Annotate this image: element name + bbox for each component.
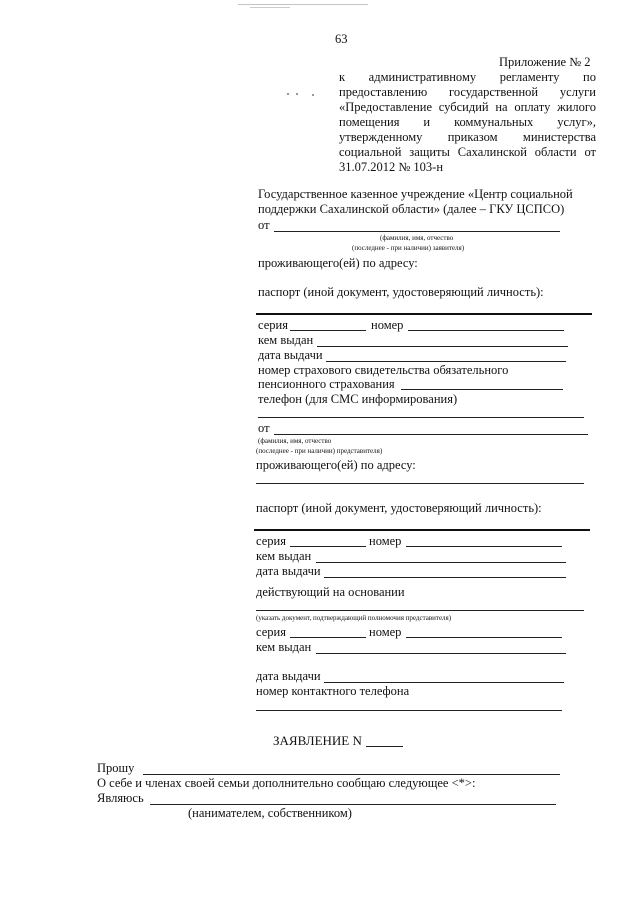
representative-residing-label: проживающего(ей) по адресу: [256, 458, 416, 472]
representative-issue-date2-field[interactable] [324, 682, 564, 683]
appendix-line: помещения и коммунальных услуг», [339, 115, 596, 129]
applicant-number-field[interactable] [408, 330, 564, 331]
representative-series2-field[interactable] [290, 637, 366, 638]
addressee-line: Государственное казенное учреждение «Центр социальной [258, 187, 573, 201]
representative-number2-label: номер [369, 625, 402, 639]
representative-issue-date-field[interactable] [324, 577, 566, 578]
representative-issued-by2-label: кем выдан [256, 640, 312, 654]
representative-series-label: серия [256, 534, 286, 548]
statement-request-label: Прошу [97, 761, 135, 775]
applicant-insurance-field[interactable] [401, 389, 563, 390]
appendix-line: социальной защиты Сахалинской области от [339, 145, 596, 159]
applicant-series-label: серия [258, 318, 288, 332]
representative-contact-phone-field[interactable] [256, 710, 562, 711]
statement-number-field[interactable] [366, 746, 403, 747]
representative-from-label: от [258, 421, 270, 435]
statement-title: ЗАЯВЛЕНИЕ N [273, 733, 362, 748]
scan-artifact [238, 4, 368, 5]
scan-artifact [250, 7, 290, 8]
applicant-from-label: от [258, 218, 270, 232]
representative-number-field[interactable] [406, 546, 562, 547]
representative-number-label: номер [369, 534, 402, 548]
applicant-issue-date-label: дата выдачи [258, 348, 323, 362]
applicant-issued-by-field[interactable] [317, 346, 568, 347]
representative-acting-label: действующий на основании [256, 585, 405, 599]
applicant-passport-field[interactable] [256, 313, 592, 315]
statement-being-hint: (нанимателем, собственником) [188, 806, 352, 820]
representative-name-hint: (фамилия, имя, отчество [258, 437, 332, 445]
representative-passport-field[interactable] [254, 529, 590, 531]
appendix-title: Приложение № 2 [499, 55, 591, 69]
representative-passport-label: паспорт (иной документ, удостоверяющий личность): [256, 501, 542, 515]
appendix-line: предоставлению государственной услуги [339, 85, 596, 99]
statement-being-label: Являюсь [97, 791, 144, 805]
appendix-line: 31.07.2012 № 103-н [339, 160, 444, 174]
representative-issued-by-label: кем выдан [256, 549, 312, 563]
applicant-issued-by-label: кем выдан [258, 333, 314, 347]
statement-family-info: О себе и членах своей семьи дополнительно сообщаю следующее <*>: [97, 776, 476, 790]
applicant-name-hint: (фамилия, имя, отчество [380, 234, 454, 242]
representative-issued-by2-field[interactable] [316, 653, 566, 654]
appendix-line: «Предоставление субсидий на оплату жилого [339, 100, 596, 114]
applicant-name-field[interactable] [274, 231, 560, 232]
applicant-residing-label: проживающего(ей) по адресу: [258, 256, 418, 270]
representative-issue-date-label: дата выдачи [256, 564, 321, 578]
appendix-line: утвержденному приказом министерства [339, 130, 596, 144]
statement-request-field[interactable] [143, 774, 560, 775]
applicant-passport-label: паспорт (иной документ, удостоверяющий личность): [258, 285, 544, 299]
representative-address-field[interactable] [256, 483, 584, 484]
addressee-line: поддержки Сахалинской области» (далее – ГКУ ЦСПСО) [258, 202, 565, 216]
representative-issued-by-field[interactable] [316, 562, 566, 563]
applicant-insurance-label: пенсионного страхования [258, 377, 395, 391]
representative-number2-field[interactable] [406, 637, 562, 638]
applicant-issue-date-field[interactable] [326, 361, 566, 362]
appendix-line: к административному регламенту по [339, 70, 596, 84]
representative-name-field[interactable] [274, 434, 588, 435]
scan-artifact [312, 94, 314, 96]
representative-issue-date2-label: дата выдачи [256, 669, 321, 683]
applicant-name-hint: (последнее - при наличии) заявителя) [352, 244, 465, 252]
representative-name-hint: (последнее - при наличии) представителя) [256, 447, 383, 455]
applicant-phone-field[interactable] [258, 417, 584, 418]
representative-authority-field[interactable] [256, 610, 584, 611]
applicant-series-field[interactable] [290, 330, 366, 331]
appendix-text [339, 70, 596, 175]
representative-series2-label: серия [256, 625, 286, 639]
representative-series-field[interactable] [290, 546, 366, 547]
applicant-insurance-label: номер страхового свидетельства обязательного [258, 363, 509, 377]
scan-artifact [296, 93, 298, 95]
statement-being-field[interactable] [150, 804, 556, 805]
representative-authority-hint: (указать документ, подтверждающий полномочия представителя) [256, 614, 452, 622]
applicant-phone-label: телефон (для СМС информирования) [258, 392, 458, 406]
applicant-number-label: номер [371, 318, 404, 332]
page-number: 63 [335, 32, 348, 46]
scan-artifact [287, 93, 289, 95]
representative-contact-phone-label: номер контактного телефона [256, 684, 410, 698]
